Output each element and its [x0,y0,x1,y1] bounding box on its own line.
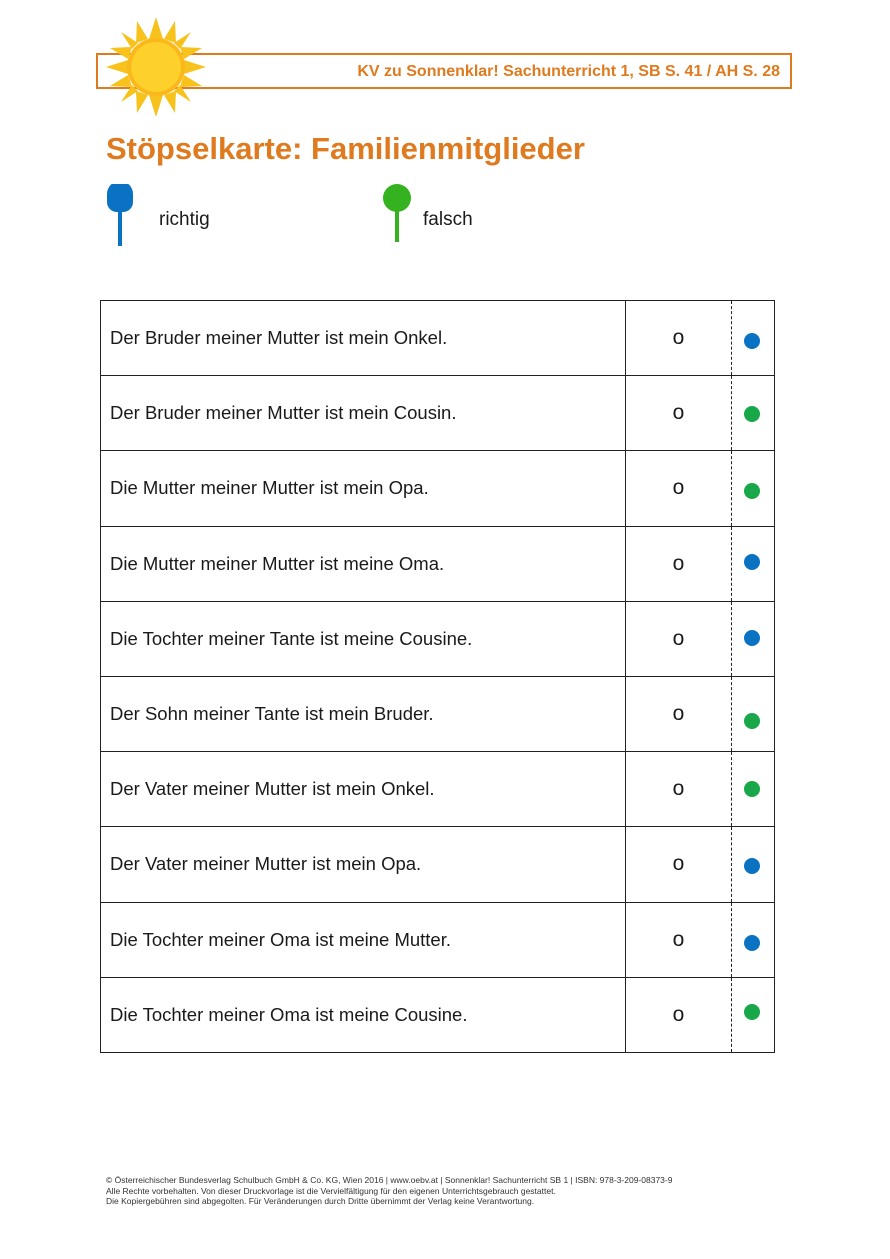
statement-text: Die Tochter meiner Tante ist meine Cousine. [101,601,626,676]
table-row [101,902,775,977]
green-dot-icon [744,781,760,797]
green-dot-icon [744,406,760,422]
answer-hole[interactable]: o [626,752,732,827]
table-row [101,601,775,676]
blue-dot-icon [744,333,760,349]
statement-text: Der Bruder meiner Mutter ist mein Onkel. [101,301,626,376]
legend-label: falsch [423,209,473,230]
solution-dot-cell [732,827,775,902]
page-title: Stöpselkarte: Familienmitglieder [106,131,585,166]
answer-hole[interactable]: o [626,977,732,1052]
copyright-footer [106,1175,672,1207]
footer-line: Die Kopiergebühren sind abgegolten. Für Veränderungen durch Dritte übernimmt der Verlag keine Verantwortung. [106,1196,535,1206]
solution-dot-cell [732,376,775,451]
blue-dot-icon [744,858,760,874]
legend-label: richtig [159,209,210,230]
answer-hole[interactable]: o [626,451,732,526]
statement-text: Der Vater meiner Mutter ist mein Onkel. [101,752,626,827]
statement-text: Die Tochter meiner Oma ist meine Mutter. [101,902,626,977]
blue-dot-icon [744,935,760,951]
table-row [101,676,775,751]
solution-dot-cell [732,451,775,526]
statement-text: Der Sohn meiner Tante ist mein Bruder. [101,676,626,751]
footer-line: © Österreichischer Bundesverlag Schulbuch GmbH & Co. KG, Wien 2016 | www.oebv.at | Sonnenklar! Sachunterricht SB 1 | ISBN: 978-3-209-08373-9 [106,1175,673,1185]
table-row [101,451,775,526]
solution-dot-cell [732,601,775,676]
solution-dot-cell [732,526,775,601]
green-pin-icon [381,184,415,248]
solution-dot-cell [732,301,775,376]
blue-dot-icon [744,554,760,570]
green-dot-icon [744,1004,760,1020]
answer-hole[interactable]: o [626,601,732,676]
answer-hole[interactable]: o [626,827,732,902]
answer-hole[interactable]: o [626,376,732,451]
statement-text: Die Mutter meiner Mutter ist mein Opa. [101,451,626,526]
answer-hole[interactable]: o [626,902,732,977]
table-row [101,526,775,601]
footer-line: Alle Rechte vorbehalten. Von dieser Druckvorlage ist die Vervielfältigung für den eigenen Unterrichtsgebrauch gestattet. [106,1185,556,1196]
statement-text: Die Tochter meiner Oma ist meine Cousine. [101,977,626,1052]
answer-hole[interactable]: o [626,301,732,376]
green-dot-icon [744,713,760,729]
table-row [101,827,775,902]
solution-dot-cell [732,902,775,977]
statement-text: Die Mutter meiner Mutter ist meine Oma. [101,526,626,601]
sun-icon [106,17,206,117]
statement-text: Der Bruder meiner Mutter ist mein Cousin. [101,376,626,451]
header-text: KV zu Sonnenklar! Sachunterricht 1, SB S. 41 / AH S. 28 [357,63,780,80]
quiz-table [100,300,775,1053]
solution-dot-cell [732,752,775,827]
answer-hole[interactable]: o [626,526,732,601]
answer-hole[interactable]: o [626,676,732,751]
table-row [101,977,775,1052]
blue-dot-icon [744,630,760,646]
table-row [101,752,775,827]
solution-dot-cell [732,977,775,1052]
solution-dot-cell [732,676,775,751]
statement-text: Der Vater meiner Mutter ist mein Opa. [101,827,626,902]
table-row [101,301,775,376]
table-row [101,376,775,451]
blue-pin-icon [104,184,138,248]
green-dot-icon [744,483,760,499]
